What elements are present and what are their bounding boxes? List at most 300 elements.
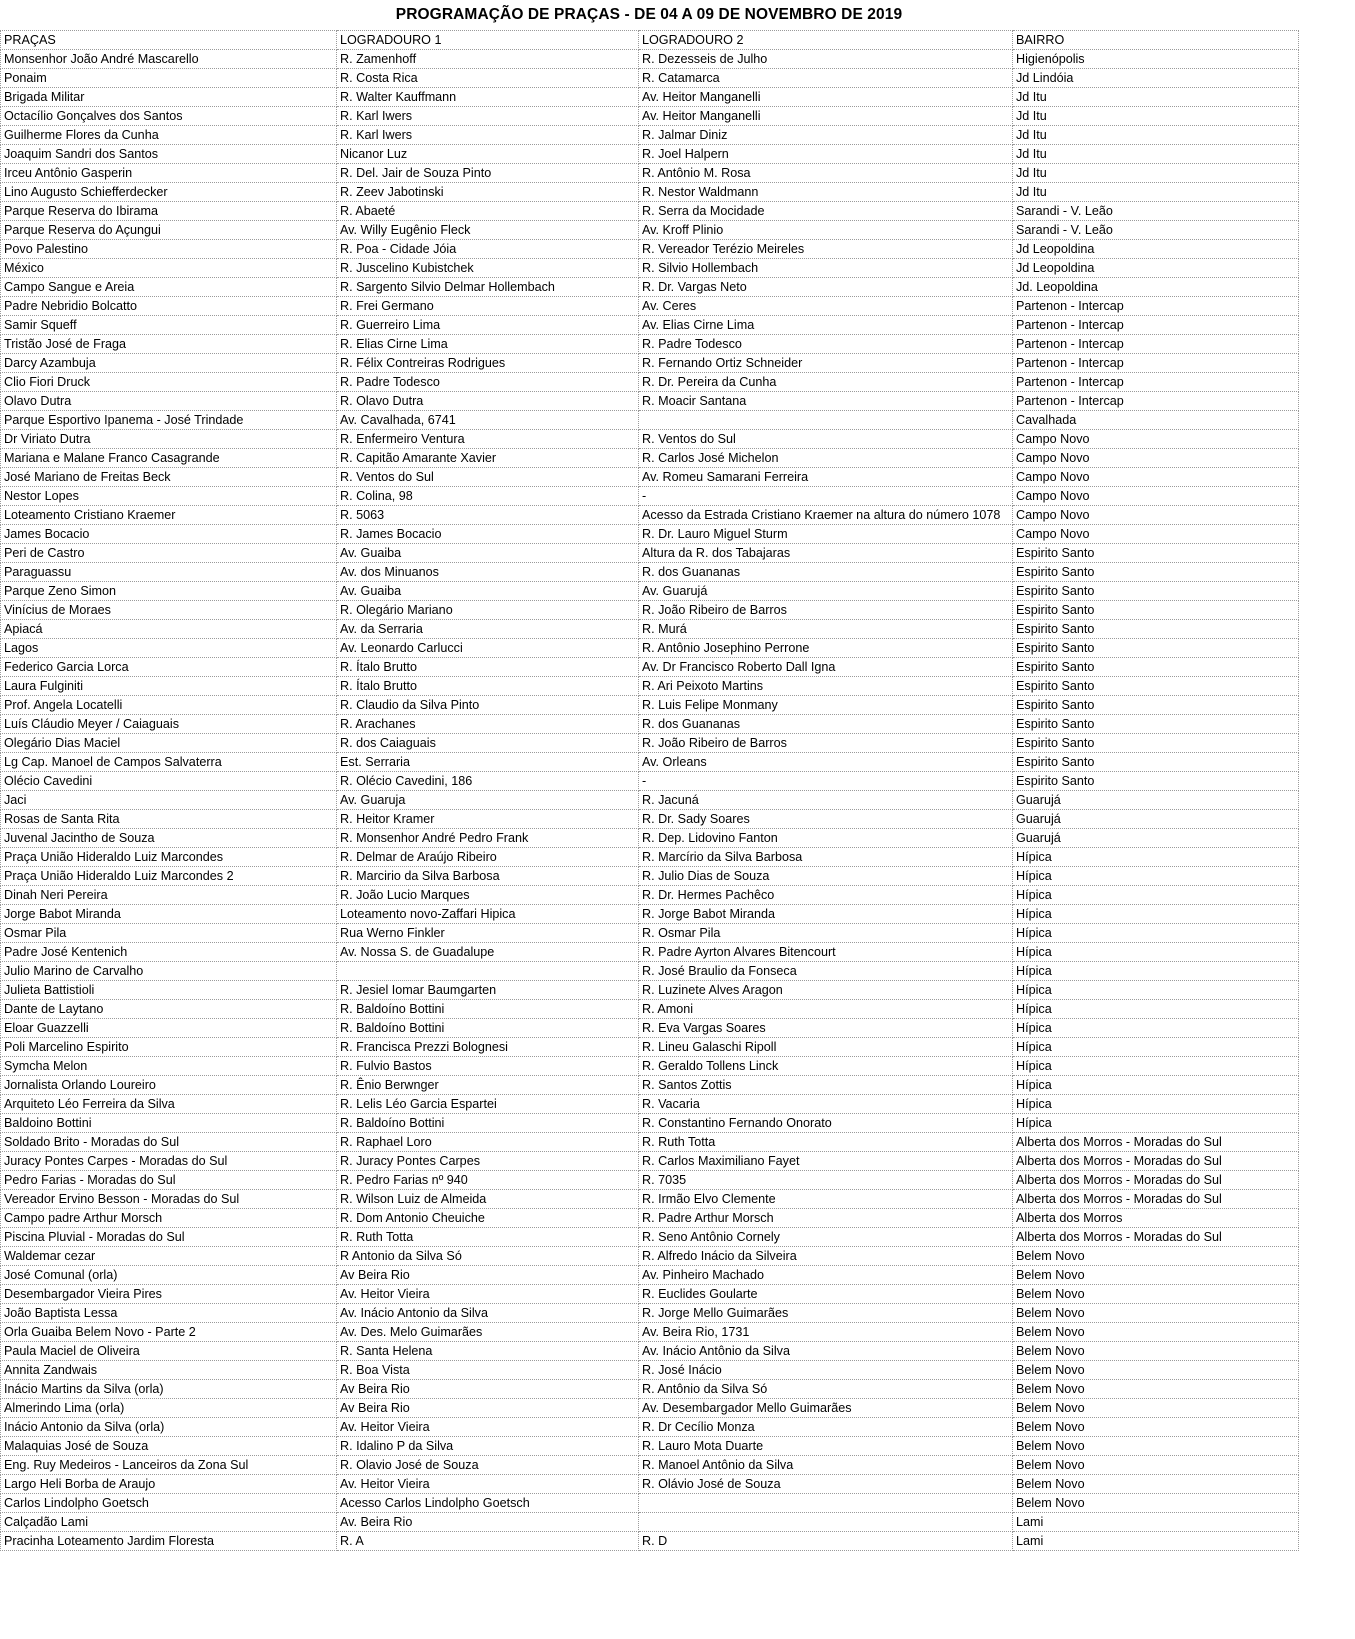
- logradouro-2-cell: R. Antônio M. Rosa: [639, 164, 1013, 183]
- pracas-table: [0, 30, 1299, 1551]
- logradouro-2-cell: R. Ventos do Sul: [639, 430, 1013, 449]
- bairro-cell: Campo Novo: [1013, 506, 1299, 525]
- bairro-cell: Belem Novo: [1013, 1494, 1299, 1513]
- table-row: [1, 639, 1299, 658]
- logradouro-1-cell: Acesso Carlos Lindolpho Goetsch: [337, 1494, 639, 1513]
- bairro-cell: Jd Itu: [1013, 126, 1299, 145]
- bairro-cell: Espirito Santo: [1013, 734, 1299, 753]
- table-row: [1, 924, 1299, 943]
- table-row: [1, 563, 1299, 582]
- logradouro-1-cell: R. Zeev Jabotinski: [337, 183, 639, 202]
- table-row: [1, 772, 1299, 791]
- bairro-cell: Belem Novo: [1013, 1418, 1299, 1437]
- praca-cell: Prof. Angela Locatelli: [1, 696, 337, 715]
- logradouro-1-cell: R. Karl Iwers: [337, 126, 639, 145]
- table-row: [1, 221, 1299, 240]
- table-row: [1, 1247, 1299, 1266]
- praca-cell: Jaci: [1, 791, 337, 810]
- logradouro-2-cell: Av. Ceres: [639, 297, 1013, 316]
- logradouro-2-cell: R. Nestor Waldmann: [639, 183, 1013, 202]
- table-row: [1, 601, 1299, 620]
- logradouro-2-cell: [639, 1494, 1013, 1513]
- logradouro-2-cell: R. Olávio José de Souza: [639, 1475, 1013, 1494]
- logradouro-1-cell: R. Claudio da Silva Pinto: [337, 696, 639, 715]
- table-row: [1, 183, 1299, 202]
- logradouro-1-cell: R. Ítalo Brutto: [337, 658, 639, 677]
- logradouro-1-cell: R. Frei Germano: [337, 297, 639, 316]
- bairro-cell: Espirito Santo: [1013, 772, 1299, 791]
- praca-cell: Vinícius de Moraes: [1, 601, 337, 620]
- bairro-cell: Espirito Santo: [1013, 677, 1299, 696]
- bairro-cell: Hípica: [1013, 981, 1299, 1000]
- bairro-cell: Alberta dos Morros - Moradas do Sul: [1013, 1228, 1299, 1247]
- praca-cell: Largo Heli Borba de Araujo: [1, 1475, 337, 1494]
- bairro-cell: Campo Novo: [1013, 468, 1299, 487]
- table-row: [1, 1475, 1299, 1494]
- praca-cell: Desembargador Vieira Pires: [1, 1285, 337, 1304]
- logradouro-2-cell: R. Carlos Maximiliano Fayet: [639, 1152, 1013, 1171]
- praca-cell: Parque Reserva do Açungui: [1, 221, 337, 240]
- bairro-cell: Alberta dos Morros - Moradas do Sul: [1013, 1190, 1299, 1209]
- logradouro-2-cell: Av. Inácio Antônio da Silva: [639, 1342, 1013, 1361]
- praca-cell: Orla Guaiba Belem Novo - Parte 2: [1, 1323, 337, 1342]
- table-row: [1, 677, 1299, 696]
- logradouro-1-cell: Loteamento novo-Zaffari Hipica: [337, 905, 639, 924]
- praca-cell: Julio Marino de Carvalho: [1, 962, 337, 981]
- table-row: [1, 829, 1299, 848]
- bairro-cell: Hípica: [1013, 886, 1299, 905]
- logradouro-2-cell: Av. Elias Cirne Lima: [639, 316, 1013, 335]
- logradouro-2-cell: R. Marcírio da Silva Barbosa: [639, 848, 1013, 867]
- table-row: [1, 544, 1299, 563]
- table-row: [1, 1076, 1299, 1095]
- bairro-cell: Hípica: [1013, 1019, 1299, 1038]
- logradouro-1-cell: Av Beira Rio: [337, 1380, 639, 1399]
- praca-cell: Irceu Antônio Gasperin: [1, 164, 337, 183]
- praca-cell: Ponaim: [1, 69, 337, 88]
- bairro-cell: Belem Novo: [1013, 1304, 1299, 1323]
- praca-cell: Pedro Farias - Moradas do Sul: [1, 1171, 337, 1190]
- praca-cell: Soldado Brito - Moradas do Sul: [1, 1133, 337, 1152]
- logradouro-1-cell: Av. Heitor Vieira: [337, 1475, 639, 1494]
- praca-cell: Padre Nebridio Bolcatto: [1, 297, 337, 316]
- praca-cell: Baldoino Bottini: [1, 1114, 337, 1133]
- bairro-cell: Sarandi - V. Leão: [1013, 202, 1299, 221]
- logradouro-1-cell: R. Pedro Farias nº 940: [337, 1171, 639, 1190]
- logradouro-2-cell: R. Antônio Josephino Perrone: [639, 639, 1013, 658]
- bairro-cell: Jd Itu: [1013, 88, 1299, 107]
- logradouro-1-cell: R. Fulvio Bastos: [337, 1057, 639, 1076]
- praca-cell: Guilherme Flores da Cunha: [1, 126, 337, 145]
- table-row: [1, 1380, 1299, 1399]
- bairro-cell: Espirito Santo: [1013, 582, 1299, 601]
- logradouro-1-cell: R. Baldoíno Bottini: [337, 1019, 639, 1038]
- table-row: [1, 1190, 1299, 1209]
- table-row: [1, 1342, 1299, 1361]
- table-row: [1, 50, 1299, 69]
- praca-cell: Inácio Antonio da Silva (orla): [1, 1418, 337, 1437]
- table-row: [1, 867, 1299, 886]
- table-row: [1, 449, 1299, 468]
- logradouro-2-cell: R. Seno Antônio Cornely: [639, 1228, 1013, 1247]
- logradouro-1-cell: Av. Des. Melo Guimarães: [337, 1323, 639, 1342]
- logradouro-1-cell: Av Beira Rio: [337, 1266, 639, 1285]
- column-header-bairro: BAIRRO: [1013, 31, 1299, 50]
- table-row: [1, 905, 1299, 924]
- praca-cell: Brigada Militar: [1, 88, 337, 107]
- table-row: [1, 316, 1299, 335]
- table-row: [1, 582, 1299, 601]
- table-row: [1, 88, 1299, 107]
- bairro-cell: Alberta dos Morros - Moradas do Sul: [1013, 1171, 1299, 1190]
- logradouro-2-cell: Acesso da Estrada Cristiano Kraemer na altura do número 1078: [639, 506, 1013, 525]
- bairro-cell: Belem Novo: [1013, 1323, 1299, 1342]
- logradouro-2-cell: R. 7035: [639, 1171, 1013, 1190]
- logradouro-1-cell: R. Lelis Léo Garcia Espartei: [337, 1095, 639, 1114]
- logradouro-1-cell: R. Raphael Loro: [337, 1133, 639, 1152]
- bairro-cell: Espirito Santo: [1013, 620, 1299, 639]
- praca-cell: Povo Palestino: [1, 240, 337, 259]
- praca-cell: Eloar Guazzelli: [1, 1019, 337, 1038]
- logradouro-2-cell: R. Dezesseis de Julho: [639, 50, 1013, 69]
- logradouro-2-cell: R. Lauro Mota Duarte: [639, 1437, 1013, 1456]
- praca-cell: Monsenhor João André Mascarello: [1, 50, 337, 69]
- bairro-cell: Alberta dos Morros - Moradas do Sul: [1013, 1152, 1299, 1171]
- table-row: [1, 411, 1299, 430]
- bairro-cell: Campo Novo: [1013, 430, 1299, 449]
- table-row: [1, 1361, 1299, 1380]
- logradouro-1-cell: R. Jesiel Iomar Baumgarten: [337, 981, 639, 1000]
- logradouro-2-cell: Av. Heitor Manganelli: [639, 88, 1013, 107]
- logradouro-1-cell: Nicanor Luz: [337, 145, 639, 164]
- praca-cell: Lagos: [1, 639, 337, 658]
- bairro-cell: Alberta dos Morros - Moradas do Sul: [1013, 1133, 1299, 1152]
- praca-cell: Campo Sangue e Areia: [1, 278, 337, 297]
- praca-cell: Olegário Dias Maciel: [1, 734, 337, 753]
- bairro-cell: Hípica: [1013, 1076, 1299, 1095]
- logradouro-2-cell: [639, 411, 1013, 430]
- logradouro-1-cell: Av. Guaiba: [337, 544, 639, 563]
- praca-cell: Olavo Dutra: [1, 392, 337, 411]
- praca-cell: México: [1, 259, 337, 278]
- logradouro-1-cell: Av. Beira Rio: [337, 1513, 639, 1532]
- table-row: [1, 1437, 1299, 1456]
- logradouro-2-cell: Av. Pinheiro Machado: [639, 1266, 1013, 1285]
- table-row: [1, 354, 1299, 373]
- column-header-logradouro-1: LOGRADOURO 1: [337, 31, 639, 50]
- logradouro-1-cell: R. Sargento Silvio Delmar Hollembach: [337, 278, 639, 297]
- table-row: [1, 1513, 1299, 1532]
- bairro-cell: Hípica: [1013, 1114, 1299, 1133]
- bairro-cell: Hípica: [1013, 943, 1299, 962]
- praca-cell: Inácio Martins da Silva (orla): [1, 1380, 337, 1399]
- logradouro-1-cell: R. Guerreiro Lima: [337, 316, 639, 335]
- logradouro-1-cell: R. Juscelino Kubistchek: [337, 259, 639, 278]
- logradouro-2-cell: R. Padre Arthur Morsch: [639, 1209, 1013, 1228]
- page-title: PROGRAMAÇÃO DE PRAÇAS - DE 04 A 09 DE NOVEMBRO DE 2019: [395, 6, 903, 23]
- bairro-cell: Espirito Santo: [1013, 563, 1299, 582]
- logradouro-2-cell: R. Luis Felipe Monmany: [639, 696, 1013, 715]
- table-row: [1, 1304, 1299, 1323]
- bairro-cell: Hípica: [1013, 924, 1299, 943]
- logradouro-1-cell: R. Boa Vista: [337, 1361, 639, 1380]
- praca-cell: Poli Marcelino Espirito: [1, 1038, 337, 1057]
- table-row: [1, 278, 1299, 297]
- logradouro-1-cell: R. Padre Todesco: [337, 373, 639, 392]
- bairro-cell: Jd Itu: [1013, 145, 1299, 164]
- praca-cell: Annita Zandwais: [1, 1361, 337, 1380]
- logradouro-1-cell: R. Baldoíno Bottini: [337, 1000, 639, 1019]
- logradouro-1-cell: R. A: [337, 1532, 639, 1551]
- logradouro-2-cell: Altura da R. dos Tabajaras: [639, 544, 1013, 563]
- logradouro-2-cell: R. Jorge Mello Guimarães: [639, 1304, 1013, 1323]
- logradouro-1-cell: R. Costa Rica: [337, 69, 639, 88]
- logradouro-2-cell: Av. Kroff Plinio: [639, 221, 1013, 240]
- praca-cell: Praça União Hideraldo Luiz Marcondes: [1, 848, 337, 867]
- table-row: [1, 392, 1299, 411]
- logradouro-1-cell: R. Baldoíno Bottini: [337, 1114, 639, 1133]
- bairro-cell: Hípica: [1013, 1038, 1299, 1057]
- praca-cell: Octacílio Gonçalves dos Santos: [1, 107, 337, 126]
- bairro-cell: Hípica: [1013, 905, 1299, 924]
- praca-cell: Carlos Lindolpho Goetsch: [1, 1494, 337, 1513]
- logradouro-2-cell: R. Antônio da Silva Só: [639, 1380, 1013, 1399]
- bairro-cell: Jd. Leopoldina: [1013, 278, 1299, 297]
- logradouro-1-cell: R. Juracy Pontes Carpes: [337, 1152, 639, 1171]
- table-row: [1, 1057, 1299, 1076]
- table-row: [1, 943, 1299, 962]
- bairro-cell: Guarujá: [1013, 810, 1299, 829]
- logradouro-2-cell: R. Alfredo Inácio da Silveira: [639, 1247, 1013, 1266]
- logradouro-2-cell: R. Joel Halpern: [639, 145, 1013, 164]
- table-row: [1, 886, 1299, 905]
- logradouro-2-cell: Av. Orleans: [639, 753, 1013, 772]
- logradouro-2-cell: Av. Guarujá: [639, 582, 1013, 601]
- table-row: [1, 1228, 1299, 1247]
- table-row: [1, 525, 1299, 544]
- praca-cell: Dr Viriato Dutra: [1, 430, 337, 449]
- bairro-cell: Espirito Santo: [1013, 658, 1299, 677]
- bairro-cell: Jd Leopoldina: [1013, 259, 1299, 278]
- bairro-cell: Belem Novo: [1013, 1380, 1299, 1399]
- table-row: [1, 487, 1299, 506]
- logradouro-2-cell: R. Jorge Babot Miranda: [639, 905, 1013, 924]
- praca-cell: Federico Garcia Lorca: [1, 658, 337, 677]
- praca-cell: Jorge Babot Miranda: [1, 905, 337, 924]
- logradouro-1-cell: Av. Heitor Vieira: [337, 1285, 639, 1304]
- bairro-cell: Partenon - Intercap: [1013, 297, 1299, 316]
- logradouro-2-cell: R. Lineu Galaschi Ripoll: [639, 1038, 1013, 1057]
- bairro-cell: Partenon - Intercap: [1013, 335, 1299, 354]
- logradouro-2-cell: R. Constantino Fernando Onorato: [639, 1114, 1013, 1133]
- table-row: [1, 430, 1299, 449]
- logradouro-1-cell: R. Del. Jair de Souza Pinto: [337, 164, 639, 183]
- praca-cell: Lino Augusto Schiefferdecker: [1, 183, 337, 202]
- bairro-cell: Jd Itu: [1013, 164, 1299, 183]
- logradouro-1-cell: R. Poa - Cidade Jóia: [337, 240, 639, 259]
- logradouro-1-cell: R. Ênio Berwnger: [337, 1076, 639, 1095]
- praca-cell: Parque Reserva do Ibirama: [1, 202, 337, 221]
- logradouro-1-cell: R. Ítalo Brutto: [337, 677, 639, 696]
- bairro-cell: Belem Novo: [1013, 1266, 1299, 1285]
- table-row: [1, 1532, 1299, 1551]
- table-row: [1, 145, 1299, 164]
- bairro-cell: Sarandi - V. Leão: [1013, 221, 1299, 240]
- bairro-cell: Campo Novo: [1013, 487, 1299, 506]
- table-row: [1, 240, 1299, 259]
- table-row: [1, 734, 1299, 753]
- bairro-cell: Espirito Santo: [1013, 753, 1299, 772]
- logradouro-2-cell: R. Geraldo Tollens Linck: [639, 1057, 1013, 1076]
- praca-cell: Clio Fiori Druck: [1, 373, 337, 392]
- praca-cell: Campo padre Arthur Morsch: [1, 1209, 337, 1228]
- logradouro-1-cell: R. Santa Helena: [337, 1342, 639, 1361]
- praca-cell: Paraguassu: [1, 563, 337, 582]
- table-row: [1, 1418, 1299, 1437]
- logradouro-2-cell: R. Dr. Lauro Miguel Sturm: [639, 525, 1013, 544]
- bairro-cell: Hípica: [1013, 1000, 1299, 1019]
- table-row: [1, 753, 1299, 772]
- table-row: [1, 1456, 1299, 1475]
- table-row: [1, 164, 1299, 183]
- logradouro-1-cell: R. Abaeté: [337, 202, 639, 221]
- logradouro-2-cell: [639, 1513, 1013, 1532]
- praca-cell: Darcy Azambuja: [1, 354, 337, 373]
- praca-cell: Calçadão Lami: [1, 1513, 337, 1532]
- logradouro-1-cell: R Antonio da Silva Só: [337, 1247, 639, 1266]
- logradouro-2-cell: R. Murá: [639, 620, 1013, 639]
- praca-cell: Nestor Lopes: [1, 487, 337, 506]
- table-row: [1, 69, 1299, 88]
- table-row: [1, 1019, 1299, 1038]
- praca-cell: Malaquias José de Souza: [1, 1437, 337, 1456]
- praca-cell: Juracy Pontes Carpes - Moradas do Sul: [1, 1152, 337, 1171]
- logradouro-2-cell: R. Dr. Pereira da Cunha: [639, 373, 1013, 392]
- logradouro-1-cell: Av Beira Rio: [337, 1399, 639, 1418]
- logradouro-1-cell: Est. Serraria: [337, 753, 639, 772]
- bairro-cell: Lami: [1013, 1513, 1299, 1532]
- praca-cell: Pracinha Loteamento Jardim Floresta: [1, 1532, 337, 1551]
- table-row: [1, 335, 1299, 354]
- logradouro-1-cell: R. Olavo Dutra: [337, 392, 639, 411]
- logradouro-1-cell: R. dos Caiaguais: [337, 734, 639, 753]
- bairro-cell: Hípica: [1013, 867, 1299, 886]
- praca-cell: Praça União Hideraldo Luiz Marcondes 2: [1, 867, 337, 886]
- bairro-cell: Espirito Santo: [1013, 544, 1299, 563]
- table-row: [1, 1285, 1299, 1304]
- table-row: [1, 1114, 1299, 1133]
- logradouro-2-cell: R. Euclides Goularte: [639, 1285, 1013, 1304]
- logradouro-2-cell: R. Dr Cecílio Monza: [639, 1418, 1013, 1437]
- header-row: [1, 31, 1299, 50]
- bairro-cell: Alberta dos Morros: [1013, 1209, 1299, 1228]
- praca-cell: Julieta Battistioli: [1, 981, 337, 1000]
- praca-cell: Vereador Ervino Besson - Moradas do Sul: [1, 1190, 337, 1209]
- logradouro-1-cell: Av. Cavalhada, 6741: [337, 411, 639, 430]
- logradouro-2-cell: R. Luzinete Alves Aragon: [639, 981, 1013, 1000]
- bairro-cell: Guarujá: [1013, 791, 1299, 810]
- table-row: [1, 1266, 1299, 1285]
- logradouro-2-cell: R. Osmar Pila: [639, 924, 1013, 943]
- bairro-cell: Partenon - Intercap: [1013, 392, 1299, 411]
- logradouro-1-cell: R. Olécio Cavedini, 186: [337, 772, 639, 791]
- table-row: [1, 1152, 1299, 1171]
- logradouro-1-cell: R. Olavio José de Souza: [337, 1456, 639, 1475]
- praca-cell: Dante de Laytano: [1, 1000, 337, 1019]
- table-row: [1, 259, 1299, 278]
- praca-cell: Luís Cláudio Meyer / Caiaguais: [1, 715, 337, 734]
- logradouro-2-cell: R. João Ribeiro de Barros: [639, 734, 1013, 753]
- logradouro-2-cell: Av. Heitor Manganelli: [639, 107, 1013, 126]
- logradouro-2-cell: R. Silvio Hollembach: [639, 259, 1013, 278]
- praca-cell: João Baptista Lessa: [1, 1304, 337, 1323]
- table-row: [1, 107, 1299, 126]
- table-row: [1, 1323, 1299, 1342]
- praca-cell: Peri de Castro: [1, 544, 337, 563]
- logradouro-2-cell: R. João Ribeiro de Barros: [639, 601, 1013, 620]
- table-row: [1, 126, 1299, 145]
- logradouro-1-cell: Av. Leonardo Carlucci: [337, 639, 639, 658]
- bairro-cell: Belem Novo: [1013, 1342, 1299, 1361]
- praca-cell: Dinah Neri Pereira: [1, 886, 337, 905]
- praca-cell: Lg Cap. Manoel de Campos Salvaterra: [1, 753, 337, 772]
- bairro-cell: Hípica: [1013, 962, 1299, 981]
- logradouro-1-cell: R. Walter Kauffmann: [337, 88, 639, 107]
- logradouro-2-cell: R. Ari Peixoto Martins: [639, 677, 1013, 696]
- praca-cell: Olécio Cavedini: [1, 772, 337, 791]
- column-header-logradouro-2: LOGRADOURO 2: [639, 31, 1013, 50]
- logradouro-1-cell: R. Delmar de Araújo Ribeiro: [337, 848, 639, 867]
- bairro-cell: Belem Novo: [1013, 1475, 1299, 1494]
- logradouro-2-cell: Av. Dr Francisco Roberto Dall Igna: [639, 658, 1013, 677]
- logradouro-2-cell: R. Serra da Mocidade: [639, 202, 1013, 221]
- logradouro-1-cell: R. Wilson Luiz de Almeida: [337, 1190, 639, 1209]
- logradouro-1-cell: R. Marcirio da Silva Barbosa: [337, 867, 639, 886]
- logradouro-2-cell: R. Julio Dias de Souza: [639, 867, 1013, 886]
- praca-cell: Eng. Ruy Medeiros - Lanceiros da Zona Sul: [1, 1456, 337, 1475]
- logradouro-1-cell: Av. dos Minuanos: [337, 563, 639, 582]
- logradouro-2-cell: R. Dr. Vargas Neto: [639, 278, 1013, 297]
- bairro-cell: Espirito Santo: [1013, 696, 1299, 715]
- logradouro-1-cell: R. Dom Antonio Cheuiche: [337, 1209, 639, 1228]
- praca-cell: Mariana e Malane Franco Casagrande: [1, 449, 337, 468]
- logradouro-2-cell: R. Jalmar Diniz: [639, 126, 1013, 145]
- logradouro-2-cell: R. Padre Ayrton Alvares Bitencourt: [639, 943, 1013, 962]
- logradouro-2-cell: R. Vereador Terézio Meireles: [639, 240, 1013, 259]
- table-row: [1, 468, 1299, 487]
- bairro-cell: Hípica: [1013, 1095, 1299, 1114]
- logradouro-1-cell: Av. Guaruja: [337, 791, 639, 810]
- logradouro-1-cell: R. Elias Cirne Lima: [337, 335, 639, 354]
- bairro-cell: Belem Novo: [1013, 1285, 1299, 1304]
- bairro-cell: Jd Itu: [1013, 107, 1299, 126]
- praca-cell: Tristão José de Fraga: [1, 335, 337, 354]
- table-row: [1, 1171, 1299, 1190]
- bairro-cell: Espirito Santo: [1013, 715, 1299, 734]
- table-body: [1, 31, 1299, 1551]
- bairro-cell: Espirito Santo: [1013, 601, 1299, 620]
- logradouro-2-cell: Av. Beira Rio, 1731: [639, 1323, 1013, 1342]
- logradouro-1-cell: Av. Guaiba: [337, 582, 639, 601]
- logradouro-1-cell: R. Enfermeiro Ventura: [337, 430, 639, 449]
- table-row: [1, 373, 1299, 392]
- bairro-cell: Jd Lindóia: [1013, 69, 1299, 88]
- table-row: [1, 658, 1299, 677]
- bairro-cell: Hípica: [1013, 848, 1299, 867]
- praca-cell: Osmar Pila: [1, 924, 337, 943]
- logradouro-2-cell: R. Amoni: [639, 1000, 1013, 1019]
- logradouro-1-cell: R. Monsenhor André Pedro Frank: [337, 829, 639, 848]
